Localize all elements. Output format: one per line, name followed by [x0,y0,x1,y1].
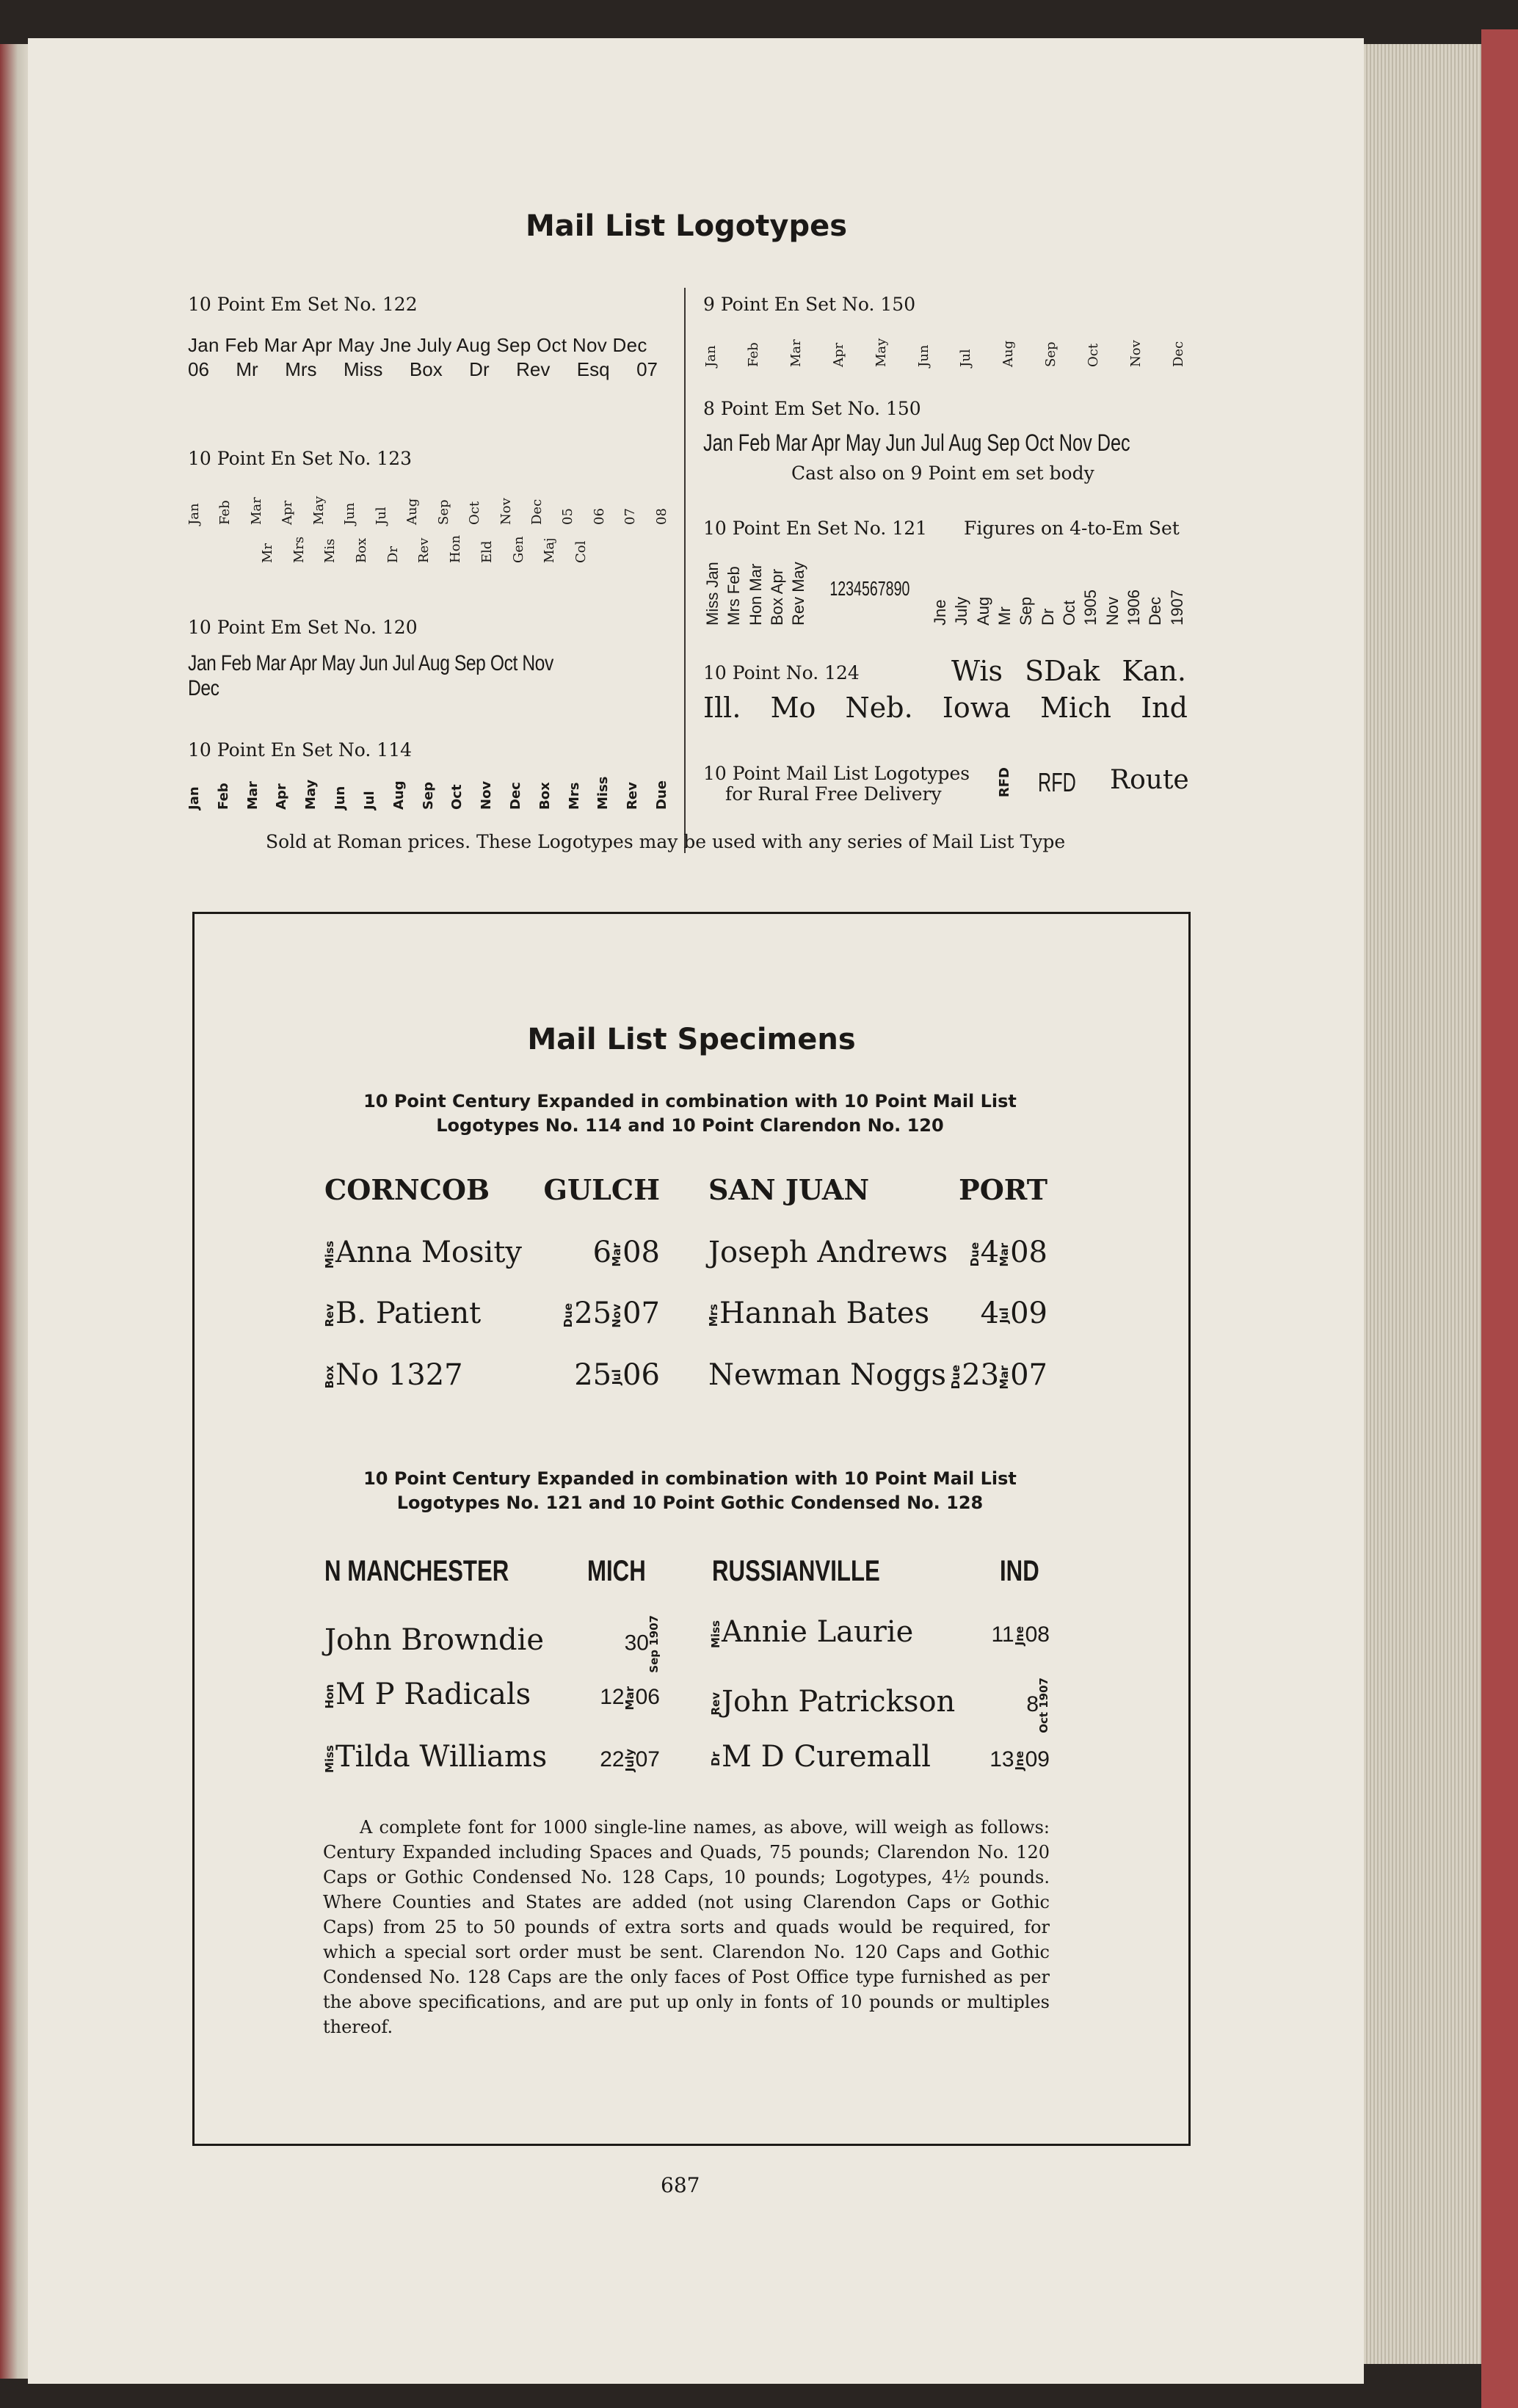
logotype-item: Miss [595,776,611,810]
set120-months: Jan Feb Mar Apr May Jun Jul Aug Sep Oct Nov Dec [188,651,553,700]
logotype-item: Rev [416,537,432,563]
book-left-edge [0,44,29,2379]
left2-row-2 [324,1678,660,1711]
right2-row-2 [711,1678,1050,1733]
set150b-label: 8 Point Em Set No. 150 [703,398,921,419]
logotype-item: Mr [260,543,275,563]
logotype-item: Jul [958,349,974,367]
logotype-item: Dec [529,498,545,525]
entry-name: MrsHannah Bates [707,1297,930,1330]
logotype-item: Rev [516,358,551,380]
logotype-item: 1906 [1125,590,1144,625]
right2-head2: IND [1000,1555,1039,1587]
logotype-item: Rev May [789,562,808,625]
set124-label: 10 Point No. 124 [703,662,860,683]
entry-name: Joseph Andrews [708,1236,948,1269]
logotype-item: Sep [435,499,451,525]
logotype-item: Jan [186,503,202,525]
logotype-item: Mar [248,497,264,525]
book-cover [1481,29,1518,2408]
logotype-item: Jul [373,507,389,525]
logotype-item: 07 [622,508,639,525]
right2-header-state [1000,1555,1050,1588]
entry-date: Due4Mar08 [967,1236,1047,1269]
entry-date: 22July07 [600,1747,660,1772]
set150b-note: Cast also on 9 Point em set body [791,463,1094,484]
set122-label: 10 Point Em Set No. 122 [188,294,418,315]
logotype-item: Col [573,540,589,563]
logotype-item: Mr [995,606,1014,625]
logotype-item: Due [654,780,669,810]
logotype-item: Mar [788,339,804,367]
right1-header [708,1173,1047,1206]
logotype-item: Jun [342,502,358,525]
logotype-item: Aug [973,596,992,625]
entry-date: 13Jne09 [989,1747,1050,1771]
logotype-item: Mar [244,781,261,810]
logotype-item: 08 [653,508,669,525]
logotypes-title: Mail List Logotypes [525,209,848,243]
column-divider [684,288,686,853]
combo1-text: 10 Point Century Expanded in combination with 10 Point Mail List Logotypes No. 114 and 10 Point Clarendon No. 120 [363,1091,1017,1136]
left2-row-3 [324,1740,660,1774]
rural-label-line2: for Rural Free Delivery [725,783,942,805]
figures: 1234567890 [829,577,910,600]
rural-label [703,764,970,805]
logotype-item: Miss Jan [703,562,722,625]
entry-name: MissAnna Mosity [323,1236,523,1269]
right1-row-2 [708,1297,1047,1330]
entry-date: 11Jne08 [991,1622,1050,1647]
logotype-item: Jun [915,344,932,367]
logotype-item: Esq [576,358,610,380]
logotype-item: Dr [469,358,490,380]
set123-label: 10 Point En Set No. 123 [188,448,413,469]
set122-line2 [188,358,658,381]
state-abbrev: Mich [1040,692,1111,724]
entry-name: DrM D Curemall [709,1740,931,1774]
entry-name: RevB. Patient [323,1297,482,1330]
logotype-item: Miss [343,358,383,380]
rural-rfd: RFD [1038,767,1076,797]
entry-date: Due25Nov07 [562,1297,660,1330]
left1-row-2 [324,1297,660,1330]
rural-rfd-vertical: RFD [997,767,1012,798]
logotype-item: Dec [1146,596,1165,625]
set122-months: Jan Feb Mar Apr May Jne July Aug Sep Oct Nov Dec [188,334,647,356]
left1-row-3 [324,1358,660,1392]
logotype-item: Nov [479,780,495,810]
entry-date: 8Oct 1907 [1026,1678,1050,1733]
right2-header [712,1555,927,1588]
state-abbrev: Ind [1141,692,1188,724]
specimens-title: Mail List Specimens [527,1023,856,1056]
logotype-item: Aug [1000,340,1017,367]
left2-head2: MICH [587,1555,646,1587]
logotype-item: Apr [830,342,846,367]
set121-label2: Figures on 4-to-Em Set [964,518,1180,539]
left1-head2: GULCH [543,1173,660,1206]
right2-row-3 [711,1740,1050,1774]
logotype-item: Feb [217,500,233,525]
right2-row-1 [711,1615,1050,1649]
right1-head2: PORT [959,1173,1047,1206]
logotype-item: Sep [1043,341,1059,367]
state-abbrev: Neb. [845,692,913,724]
logotype-item: Apr [274,783,290,810]
logotype-item: Jan [703,345,719,367]
logotype-item: Box [409,358,443,380]
logotype-item: Maj [542,537,558,563]
logotype-item: Hon [448,534,464,563]
entry-name: RevJohn Patrickson [709,1684,956,1719]
state-abbrev: Kan. [1122,655,1186,687]
logotype-item: Oct [449,784,465,810]
set124-row1 [951,655,1186,687]
logotype-item: Feb [745,342,761,367]
logotype-item: Oct [1060,600,1079,625]
right2-head1: RUSSIANVILLE [712,1555,880,1587]
state-abbrev: Wis [951,655,1003,687]
logotype-item: 07 [636,358,658,380]
logotype-item: Box [354,537,370,563]
set121-label: 10 Point En Set No. 121 [703,518,928,539]
left2-row-1 [324,1615,660,1673]
logotype-item: Nov [1103,596,1122,625]
entry-name: Newman Noggs [708,1358,946,1392]
logotype-item: Mrs Feb [724,566,744,625]
left1-header [324,1173,660,1206]
entry-name: MissAnnie Laurie [709,1615,914,1649]
left1-head1: CORNCOB [324,1173,490,1206]
rural-label-line1: 10 Point Mail List Logotypes [703,763,970,784]
entry-date: 6Mar08 [592,1236,660,1269]
logotype-item: 1905 [1081,590,1100,625]
logotype-item: Nov [498,498,514,525]
logotype-item: Mrs [291,536,307,563]
entry-name: BoxNo 1327 [323,1358,463,1392]
logotype-item: Jul [361,791,377,810]
logotype-item: Feb [215,783,231,810]
logotype-item: Dr [1038,608,1057,625]
entry-date: 4Jul09 [980,1297,1047,1330]
left2-header-state [587,1555,662,1588]
logotype-item: Jne [930,599,949,625]
page-edges [1364,44,1481,2364]
set123-bottom [261,523,588,563]
right1-head1: SAN JUAN [708,1173,870,1206]
combo2-text: 10 Point Century Expanded in combination with 10 Point Mail List Logotypes No. 121 and 10 Point Gothic Condensed No. 128 [363,1468,1017,1513]
logotype-item: Aug [391,780,407,810]
entry-name: HonM P Radicals [323,1678,531,1711]
logotype-item: Nov [1128,340,1144,367]
specimens-paragraph: A complete font for 1000 single-line names, as above, will weigh as follows: Century Expanded including Spaces and Quads, 75 pounds; Clarendon No. 120 Caps or Gothic Condensed No. 128 Caps, 10 pounds; Logotypes, 4½ pounds. Where Counties and States are added (not using Clarendon Caps or Gothic Caps) from 25 to 50 pounds of extra sorts and quads would be required, for which a special sort order must be sent. Clarendon No. 120 Caps and Gothic Condensed No. 128 Caps are the only faces of Post Office type furnished as per the above specifications, and are put up only in fonts of 10 pounds or multiples thereof. [323,1817,1050,2037]
entry-name: John Browndie [324,1623,545,1658]
logotype-item: Mrs [285,358,317,380]
logotype-item: 1907 [1167,590,1186,625]
logotype-item: 06 [188,358,209,380]
logotype-item: Oct [1086,343,1102,367]
set150-items [705,329,1185,367]
logotype-item: July [952,596,971,625]
logotype-item: Dec [1170,341,1186,367]
rural-route: Route [1110,765,1189,795]
logotype-item: Mrs [566,782,582,810]
logotype-item: Eld [479,540,495,563]
logotype-item: Dr [385,545,401,563]
state-abbrev: Ill. [703,692,741,724]
state-abbrev: Mo [770,692,816,724]
logotype-item: Hon Mar [746,563,765,625]
logotype-item: Mis [322,538,338,563]
state-abbrev: SDak [1025,655,1100,687]
logotype-item: May [873,338,889,367]
entry-date: 30Sep 1907 [624,1615,661,1673]
logotype-item: May [303,779,319,810]
logotype-item: Gen [510,536,526,563]
set114-items [188,769,669,810]
logotype-item: Jan [186,786,202,810]
logotype-item: Jun [333,786,349,810]
set124-row2 [703,692,1188,724]
left2-head1: N MANCHESTER [324,1555,509,1587]
set121-items [705,552,1185,625]
logotype-item: 06 [591,508,607,525]
set114-label: 10 Point En Set No. 114 [188,739,413,761]
entry-date: 12Mar06 [600,1685,660,1711]
state-abbrev: Iowa [942,692,1011,724]
logotype-item: Rev [625,782,641,810]
page-number: 687 [661,2173,700,2197]
logotype-item: Box [537,782,553,810]
logotype-item: 05 [560,508,576,525]
logotype-item: Aug [404,498,421,525]
logotype-item: Mr [236,358,258,380]
logotype-item: Sep [420,781,436,810]
right1-row-1 [708,1236,1047,1269]
set120-label: 10 Point Em Set No. 120 [188,617,418,638]
logotypes-note: Sold at Roman prices. These Logotypes may be used with any series of Mail List Type [266,831,1066,852]
entry-name: MissTilda Williams [323,1740,548,1774]
logotype-item: Oct [467,501,483,525]
entry-date: Due23Mar07 [949,1358,1047,1392]
set150-label: 9 Point En Set No. 150 [703,294,916,315]
set123-top [188,481,669,525]
left1-row-1 [324,1236,660,1269]
logotype-item: May [310,496,327,525]
entry-date: 25Jul06 [574,1358,660,1392]
logotype-item: Dec [507,782,523,810]
set150b-months: Jan Feb Mar Apr May Jun Jul Aug Sep Oct Nov Dec [703,429,1130,456]
logotype-item: Apr [280,500,296,525]
logotype-item: Sep [1017,596,1036,625]
logotype-item: Box Apr [768,568,787,625]
right1-row-3 [708,1358,1047,1392]
